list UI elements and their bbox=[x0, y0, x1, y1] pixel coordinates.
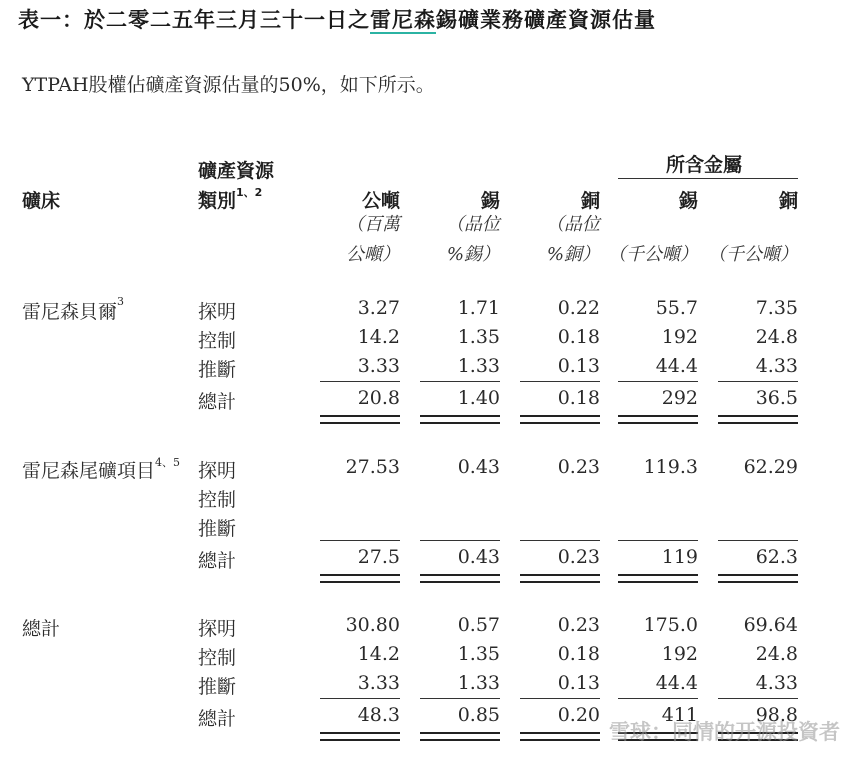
cell-tin-metal: 55.7 bbox=[655, 297, 698, 319]
row-category: 控制 bbox=[198, 330, 237, 352]
subtitle: YTPAH股權佔礦產資源估量的50%，如下所示。 bbox=[22, 74, 435, 96]
cell-copper-grade: 0.18 bbox=[557, 643, 600, 665]
title-highlight: 雷尼森 bbox=[370, 8, 436, 32]
cell-copper-metal: 7.35 bbox=[755, 297, 798, 319]
total-cell-copper-metal: 62.3 bbox=[755, 546, 798, 568]
cell-tin-metal: 192 bbox=[661, 643, 698, 665]
cell-tin-grade: 0.57 bbox=[457, 614, 500, 636]
cell-tin-grade: 1.33 bbox=[457, 672, 500, 694]
total-cell-tin-grade: 0.43 bbox=[457, 546, 500, 568]
cell-tonnes: 3.33 bbox=[357, 672, 400, 694]
cell-copper-metal: 24.8 bbox=[755, 643, 798, 665]
col-header-category-line2: 類別$^{1、2}$ bbox=[198, 186, 263, 212]
table-title: 表一：於二零二五年三月三十一日之雷尼森錫礦業務礦產資源估量 bbox=[18, 8, 656, 32]
cell-tonnes: 3.27 bbox=[357, 297, 400, 319]
subtotal-rule bbox=[420, 540, 500, 541]
row-category: 控制 bbox=[198, 647, 237, 669]
cell-copper-grade: 0.23 bbox=[557, 614, 600, 636]
subtotal-rule bbox=[420, 698, 500, 699]
total-label: 總計 bbox=[198, 391, 237, 413]
subtotal-rule bbox=[520, 381, 600, 382]
group-header-contained-metal: 所含金屬 bbox=[666, 154, 743, 176]
cell-copper-metal: 4.33 bbox=[755, 672, 798, 694]
cell-tin-metal: 44.4 bbox=[655, 355, 698, 377]
total-double-rule bbox=[320, 732, 400, 741]
subtotal-rule bbox=[320, 698, 400, 699]
total-cell-tin-metal: 411 bbox=[661, 704, 698, 726]
col-header-tin-grade: 錫 bbox=[480, 190, 500, 212]
cell-tonnes: 14.2 bbox=[357, 643, 400, 665]
total-double-rule bbox=[618, 574, 698, 583]
total-double-rule bbox=[320, 415, 400, 424]
cell-tonnes: 14.2 bbox=[357, 326, 400, 348]
cell-copper-metal: 24.8 bbox=[755, 326, 798, 348]
watermark: 雪球：同情的开源投資者 bbox=[609, 720, 840, 744]
row-category: 探明 bbox=[198, 460, 237, 482]
col-unit-tin-grade: （品位 %錫） bbox=[446, 214, 500, 265]
cell-tonnes: 3.33 bbox=[357, 355, 400, 377]
total-cell-tonnes: 27.5 bbox=[357, 546, 400, 568]
cell-tin-grade: 1.35 bbox=[457, 326, 500, 348]
cell-tin-metal: 119.3 bbox=[643, 456, 698, 478]
col-unit-tonnes: （百萬 公噸） bbox=[346, 214, 400, 265]
row-category: 推斷 bbox=[198, 676, 237, 698]
total-cell-tonnes: 48.3 bbox=[357, 704, 400, 726]
total-double-rule bbox=[420, 732, 500, 741]
subtotal-rule bbox=[320, 540, 400, 541]
subtotal-rule bbox=[718, 540, 798, 541]
col-unit-copper-grade: （品位 %銅） bbox=[546, 214, 600, 265]
col-header-tonnes: 公噸 bbox=[361, 190, 400, 212]
cell-tin-metal: 192 bbox=[661, 326, 698, 348]
subtotal-rule bbox=[520, 698, 600, 699]
cell-copper-grade: 0.18 bbox=[557, 326, 600, 348]
cell-copper-grade: 0.22 bbox=[557, 297, 600, 319]
cell-tin-grade: 1.35 bbox=[457, 643, 500, 665]
total-label: 總計 bbox=[198, 550, 237, 572]
cell-tin-metal: 175.0 bbox=[643, 614, 698, 636]
cell-tin-metal: 44.4 bbox=[655, 672, 698, 694]
total-cell-copper-metal: 98.8 bbox=[755, 704, 798, 726]
total-double-rule bbox=[320, 574, 400, 583]
section-name: 雷尼森尾礦項目$^{4、5}$ bbox=[22, 456, 181, 482]
total-cell-tin-grade: 0.85 bbox=[457, 704, 500, 726]
total-double-rule bbox=[520, 415, 600, 424]
total-double-rule bbox=[420, 574, 500, 583]
row-category: 探明 bbox=[198, 301, 237, 323]
subtotal-rule bbox=[320, 381, 400, 382]
total-double-rule bbox=[420, 415, 500, 424]
subtotal-rule bbox=[420, 381, 500, 382]
total-label: 總計 bbox=[198, 708, 237, 730]
total-double-rule bbox=[718, 574, 798, 583]
total-cell-tin-grade: 1.40 bbox=[457, 387, 500, 409]
row-category: 控制 bbox=[198, 489, 237, 511]
cell-copper-grade: 0.13 bbox=[557, 355, 600, 377]
col-header-category-line1: 礦產資源 bbox=[198, 160, 275, 182]
col-unit-copper-metal: （千公噸） bbox=[708, 244, 798, 265]
total-cell-tonnes: 20.8 bbox=[357, 387, 400, 409]
cell-tonnes: 27.53 bbox=[345, 456, 400, 478]
cell-tonnes: 30.80 bbox=[345, 614, 400, 636]
row-category: 探明 bbox=[198, 618, 237, 640]
total-double-rule bbox=[520, 574, 600, 583]
total-cell-copper-grade: 0.18 bbox=[557, 387, 600, 409]
total-double-rule bbox=[718, 415, 798, 424]
total-double-rule bbox=[520, 732, 600, 741]
col-header-copper-metal: 銅 bbox=[778, 190, 798, 212]
cell-tin-grade: 1.33 bbox=[457, 355, 500, 377]
subtotal-rule bbox=[618, 698, 698, 699]
cell-copper-grade: 0.23 bbox=[557, 456, 600, 478]
group-header-rule bbox=[618, 178, 798, 179]
cell-tin-grade: 0.43 bbox=[457, 456, 500, 478]
cell-copper-metal: 69.64 bbox=[743, 614, 798, 636]
col-unit-tin-metal: （千公噸） bbox=[608, 244, 698, 265]
cell-copper-metal: 62.29 bbox=[743, 456, 798, 478]
cell-tin-grade: 1.71 bbox=[457, 297, 500, 319]
total-cell-copper-metal: 36.5 bbox=[755, 387, 798, 409]
subtotal-rule bbox=[618, 381, 698, 382]
col-header-tin-metal: 錫 bbox=[678, 190, 698, 212]
total-cell-copper-grade: 0.20 bbox=[557, 704, 600, 726]
subtotal-rule bbox=[520, 540, 600, 541]
subtotal-rule bbox=[618, 540, 698, 541]
row-category: 推斷 bbox=[198, 518, 237, 540]
row-category: 推斷 bbox=[198, 359, 237, 381]
cell-copper-grade: 0.13 bbox=[557, 672, 600, 694]
section-name: 總計 bbox=[22, 618, 61, 640]
total-double-rule bbox=[618, 415, 698, 424]
subtotal-rule bbox=[718, 381, 798, 382]
cell-copper-metal: 4.33 bbox=[755, 355, 798, 377]
subtotal-rule bbox=[718, 698, 798, 699]
total-cell-tin-metal: 292 bbox=[661, 387, 698, 409]
col-header-mine: 礦床 bbox=[22, 190, 61, 212]
total-cell-tin-metal: 119 bbox=[661, 546, 698, 568]
section-name: 雷尼森貝爾$^3$ bbox=[22, 295, 125, 323]
col-header-copper-grade: 銅 bbox=[580, 190, 600, 212]
total-cell-copper-grade: 0.23 bbox=[557, 546, 600, 568]
